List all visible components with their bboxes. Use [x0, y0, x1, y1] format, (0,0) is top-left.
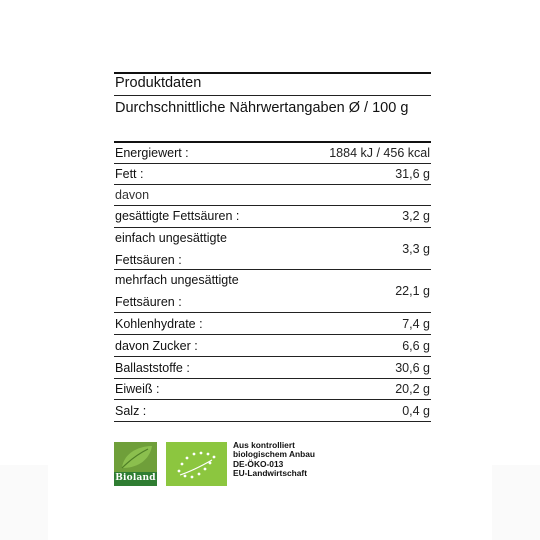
edge-shade-left [0, 465, 48, 540]
row-value: 0,4 g [402, 404, 430, 418]
row-divider [114, 399, 431, 400]
row-value: 3,2 g [402, 209, 430, 223]
eu-text-line: biologischem Anbau [233, 449, 316, 460]
top-rule [114, 72, 431, 74]
row-label: Kohlenhydrate : [115, 317, 203, 331]
row-divider [114, 269, 431, 270]
row-divider [114, 378, 431, 379]
row-divider [114, 184, 431, 185]
eu-text-line: EU-Landwirtschaft [233, 467, 307, 478]
row-label: Energiewert : [115, 146, 189, 160]
bioland-leaf [114, 442, 157, 472]
leaf-icon [114, 442, 157, 472]
title-rule [114, 95, 431, 96]
row-divider [114, 312, 431, 313]
row-value: 7,4 g [402, 317, 430, 331]
row-label: Salz : [115, 404, 147, 418]
row-label: einfach ungesättigte [115, 231, 227, 245]
eu-organic-logo [166, 442, 227, 486]
row-label: gesättigte Fettsäuren : [115, 209, 240, 223]
row-divider [114, 334, 431, 335]
row-label-cont: Fettsäuren : [115, 295, 182, 309]
nutrition-row-fiber [114, 360, 431, 380]
row-label: davon [115, 188, 150, 202]
row-value: 20,2 g [395, 382, 430, 396]
nutrition-row-carbs [114, 316, 431, 336]
row-divider [114, 421, 431, 422]
eu-text-line: DE-ÖKO-013 [233, 458, 284, 469]
row-value: 31,6 g [395, 167, 430, 181]
row-label: Eiweiß : [115, 382, 160, 396]
row-value: 6,6 g [402, 339, 430, 353]
bioland-label: Bioland [115, 473, 156, 483]
row-label-cont: Fettsäuren : [115, 253, 182, 267]
row-label: Fett : [115, 167, 144, 181]
panel-subtitle: Durchschnittliche Nährwertangaben Ø / 100 g [115, 100, 409, 116]
row-divider [114, 205, 431, 206]
nutrition-row-sugar [114, 338, 431, 358]
panel-title: Produktdaten [115, 75, 202, 91]
bioland-logo [114, 442, 157, 486]
edge-shade-right [492, 465, 540, 540]
row-divider [114, 163, 431, 164]
row-label: Ballaststoffe : [115, 361, 190, 375]
certification-logos [114, 442, 434, 488]
row-label: mehrfach ungesättigte [115, 273, 239, 287]
row-value: 30,6 g [395, 361, 430, 375]
nutrition-row-salt [114, 403, 431, 423]
eu-certification-text [233, 441, 315, 478]
header-rule [114, 141, 431, 143]
nutrition-row-protein [114, 381, 431, 401]
row-value: 3,3 g [402, 242, 430, 256]
row-value: 22,1 g [395, 284, 430, 298]
nutrition-row-energy [114, 144, 431, 164]
row-value: 1884 kJ / 456 kcal [329, 146, 430, 160]
nutrition-row-poly [114, 273, 431, 315]
eu-text-line: Aus kontrolliert [233, 440, 295, 450]
row-label: davon Zucker : [115, 339, 198, 353]
nutrition-row-saturated [114, 209, 431, 229]
eu-leaf-icon [166, 442, 227, 486]
nutrition-row-mono [114, 231, 431, 273]
row-divider [114, 356, 431, 357]
row-divider [114, 227, 431, 228]
nutrition-row-fat [114, 166, 431, 186]
